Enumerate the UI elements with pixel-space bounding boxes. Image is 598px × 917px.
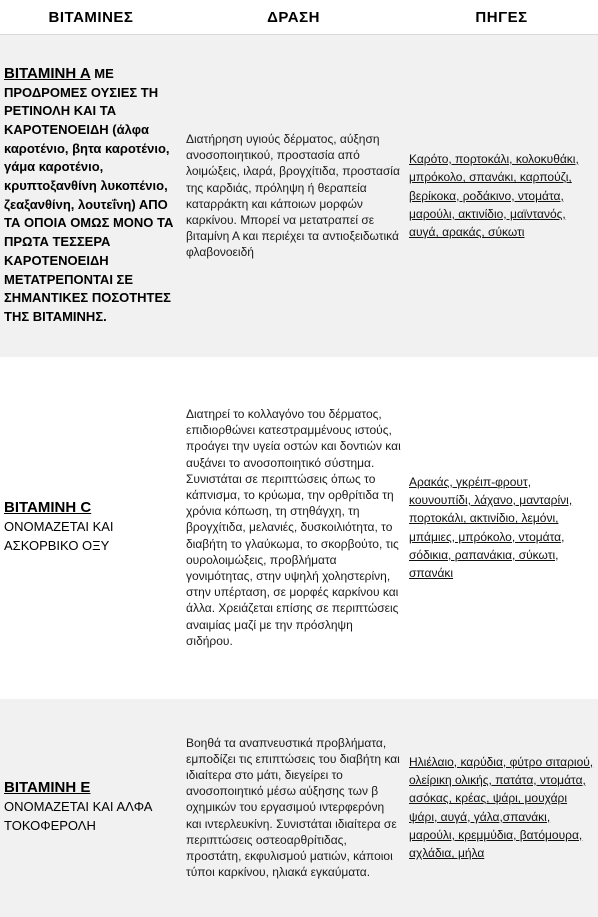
table-row-vitamin-c [0, 357, 598, 699]
vitamin-name: ΒΙΤΑΜΙΝΗ C [4, 499, 92, 517]
vitamin-cell [0, 35, 182, 357]
vitamin-name: ΒΙΤΑΜΙΝΗ Α [4, 64, 91, 82]
action-cell [182, 357, 405, 699]
header-action: ΔΡΑΣΗ [182, 0, 405, 35]
vitamin-action: Διατήρηση υγιούς δέρματος, αύξηση ανοσοποιητικού, προστασία από λοιμώξεις, ιλαρά, βρογχίτιδα, προστασία της καρδιάς, πρόληψη ή θεραπεία καταρράκτη και κάποιων μορφών καρκίνου. Μπορεί να μετατραπεί σε βιταμίνη Α και περιέχει τα αντιοξειδωτικά φλαβονοειδή [186, 131, 400, 260]
table-row-vitamin-e [0, 699, 598, 917]
header-vitamins: ΒΙΤΑΜΙΝΕΣ [0, 0, 182, 35]
vitamin-details: ΟΝΟΜΑΖΕΤΑΙ ΚΑΙ ΑΣΚΟΡΒΙΚΟ ΟΞΥ [4, 519, 114, 553]
action-cell [182, 35, 405, 357]
header-sources: ΠΗΓΕΣ [405, 0, 598, 35]
vitamin-action: Βοηθά τα αναπνευστικά προβλήματα, εμποδίζει τις επιπτώσεις του διαβήτη και ιδιαίτερα στο μάτι, διεγείρει το ανοσοποιητικό μέσω αύξησης των β οχημικών του εργασιμού ιντερφερόνη και ιντερλευκίνη. Συνιστάται ιδιαίτερα σε περιπτώσεις οστεοαρθρίτιδας, προστάτη, εκφυλισμού ματιών, κάποιοι τύποι καρκίνου, ηλιακά εγκαύματα. [186, 735, 400, 880]
sources-cell [405, 35, 598, 357]
table-row-vitamin-a [0, 35, 598, 357]
vitamin-cell [0, 699, 182, 917]
vitamin-sources-link[interactable]: Καρότο, πορτοκάλι, κολοκυθάκι, μπρόκολο, σπανάκι, καρπούζι, βερίκοκα, ροδάκινο, ντομάτα, μαρούλι, ακτινίδιο, μαϊντανός, αυγά, αρακάς, σύκωτι [409, 152, 579, 240]
sources-cell [405, 357, 598, 699]
vitamin-name: ΒΙΤΑΜΙΝΗ Ε [4, 779, 91, 797]
vitamin-sources-link[interactable]: Ηλιέλαιο, καρύδια, φύτρο σιταριού, ολείρικη ολικής, πατάτα, ντομάτα, ασόκας, κρέας, ψάρι, μουχάρι ψάρι, αυγά, γάλα,σπανάκι, μαρούλι, κρεμμύδια, βατόμουρα, αχλάδια, μήλα [409, 754, 594, 861]
vitamin-cell [0, 357, 182, 699]
table-header-row [0, 0, 598, 35]
vitamin-details: ΟΝΟΜΑΖΕΤΑΙ ΚΑΙ ΑΛΦΑ ΤΟΚΟΦΕΡΟΛΗ [4, 799, 152, 833]
vitamin-details: ΜΕ ΠΡΟΔΡΟΜΕΣ ΟΥΣΙΕΣ ΤΗ ΡΕΤΙΝΟΛΗ ΚΑΙ ΤΑ ΚΑΡΟΤΕΝΟΕΙΔΗ (άλφα καροτένιο, βητα καροτένιο, γάμα καροτένιο, κρυπτοξανθίνη λυκοπένιο, ζεαξανθίνη, λουτεΐνη) ΑΠΟ ΤΑ ΟΠΟΙΑ ΟΜΩΣ ΜΟΝΟ ΤΑ ΠΡΩΤΑ ΤΕΣΣΕΡΑ ΚΑΡΟΤΕΝΟΕΙΔΗ ΜΕΤΑΤΡΕΠΟΝΤΑΙ ΣΕ ΣΗΜΑΝΤΙΚΕΣ ΠΟΣΟΤΗΤΕΣ ΤΗΣ ΒΙΤΑΜΙΝΗΣ. [4, 65, 174, 324]
vitamin-sources-link[interactable]: Αρακάς, γκρέιπ-φρουτ, κουνουπίδι, λάχανο, μανταρίνι, πορτοκάλι, ακτινίδιο, λεμόνι, μπάμιες, μπρόκολο, ντομάτα, σόδικια, ραπανάκια, σύκωτι, σπανάκι [409, 474, 573, 581]
vitamin-action: Διατηρεί το κολλαγόνο του δέρματος, επιδιορθώνει κατεστραμμένους ιστούς, προάγει την υγεία οστών και δοντιών και αυξάνει το ανοσοποιητικό σύστημα. Συνιστάται σε περιπτώσεις όπως το κάπνισμα, το κρύωμα, την ορθρίτιδα τη χρόνια κόπωση, τη στηθάγχη, τη βρογχίτιδα, μελανιές, δυσκοιλιότητα, το διαβήτη το γλαύκωμα, το σκορβούτο, τις ουρολοιμώξεις, προβλήματα γονιμότητας, στην υψηλή χοληστερίνη, στην υπέρταση, σε μορφές καρκίνου και άλλα. Χρειάζεται επίσης σε περιπτώσεις αναιμίας μαζί με την πρόσληψη σιδήρου. [186, 406, 401, 648]
sources-cell [405, 699, 598, 917]
action-cell [182, 699, 405, 917]
